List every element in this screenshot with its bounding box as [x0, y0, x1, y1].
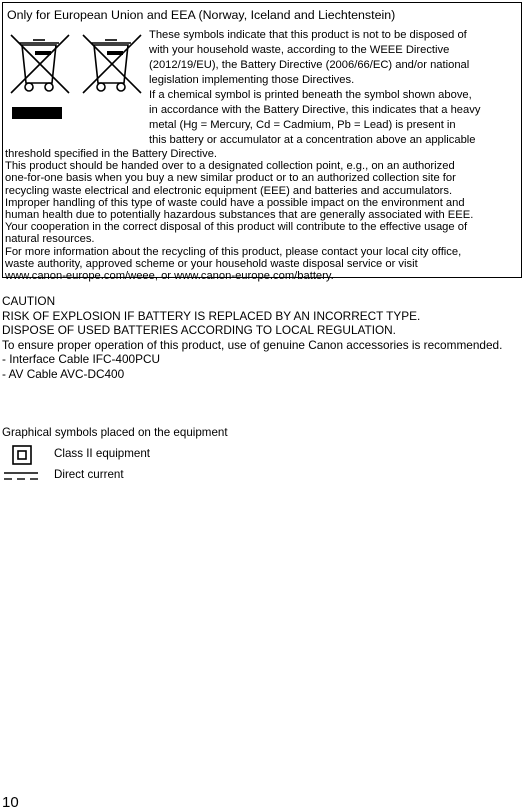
weee-text-line: waste authority, approved scheme or your household waste disposal service or visit — [5, 257, 418, 270]
direct-current-label: Direct current — [54, 468, 124, 481]
weee-text-line: in accordance with the Battery Directive, this indicates that a heavy — [149, 104, 481, 116]
weee-text-line: www.canon-europe.com/weee, or www.canon-europe.com/battery. — [5, 270, 334, 282]
crossed-bin-icon — [81, 33, 143, 95]
caution-line: To ensure proper operation of this product, use of genuine Canon accessories is recommended. — [2, 337, 503, 352]
caution-line: DISPOSE OF USED BATTERIES ACCORDING TO LOCAL REGULATION. — [2, 323, 396, 337]
weee-text-line: one-for-one basis when you buy a new similar product or to an authorized collection site for — [5, 172, 456, 185]
weee-text-line: If a chemical symbol is printed beneath the symbol shown above, — [149, 89, 472, 101]
weee-text-line: with your household waste, according to the WEEE Directive — [149, 44, 450, 56]
weee-text-line: threshold specified in the Battery Directive. — [5, 148, 218, 160]
weee-text-line: this battery or accumulator at a concentration above an applicable — [149, 134, 476, 146]
weee-title: Only for European Union and EEA (Norway, Iceland and Liechtenstein) — [7, 8, 396, 22]
weee-text-line: This product should be handed over to a designated collection point, e.g., on an authorized — [5, 160, 455, 173]
caution-line: - Interface Cable IFC-400PCU — [2, 352, 161, 366]
weee-text-line: metal (Hg = Mercury, Cd = Cadmium, Pb = Lead) is present in — [149, 119, 456, 131]
weee-text-line: (2012/19/EU), the Battery Directive (2006/66/EC) and/or national — [149, 59, 470, 71]
caution-line: RISK OF EXPLOSION IF BATTERY IS REPLACED BY AN INCORRECT TYPE. — [2, 308, 421, 323]
caution-section — [2, 294, 502, 381]
class-ii-label: Class II equipment — [54, 447, 151, 460]
weee-notice-box — [2, 2, 522, 282]
direct-current-icon — [4, 470, 38, 482]
page-number: 10 — [2, 794, 19, 811]
weee-text-line: For more information about the recycling of this product, please contact your local city office, — [5, 245, 462, 258]
caution-heading: CAUTION — [2, 294, 56, 308]
class-ii-icon — [12, 445, 32, 465]
caution-line: - AV Cable AVC-DC400 — [2, 366, 125, 381]
weee-text-line: recycling waste electrical and electronic equipment (EEE) and batteries and accumulators. — [5, 184, 453, 197]
weee-text-line: These symbols indicate that this product is not to be disposed of — [149, 29, 467, 41]
weee-text-line: natural resources. — [5, 233, 95, 246]
weee-text-line: human health due to potentially hazardous substances that are generally associated with EEE. — [5, 209, 474, 221]
weee-text-line: Your cooperation in the correct disposal of this product will contribute to the effective usage of — [5, 221, 468, 234]
weee-bar-mark — [12, 107, 62, 119]
weee-text-line: legislation implementing those Directives. — [149, 74, 355, 86]
symbols-heading: Graphical symbols placed on the equipment — [2, 426, 228, 439]
crossed-bin-with-bar-icon — [9, 33, 71, 95]
weee-text-line: Improper handling of this type of waste could have a possible impact on the environment and — [5, 196, 465, 209]
